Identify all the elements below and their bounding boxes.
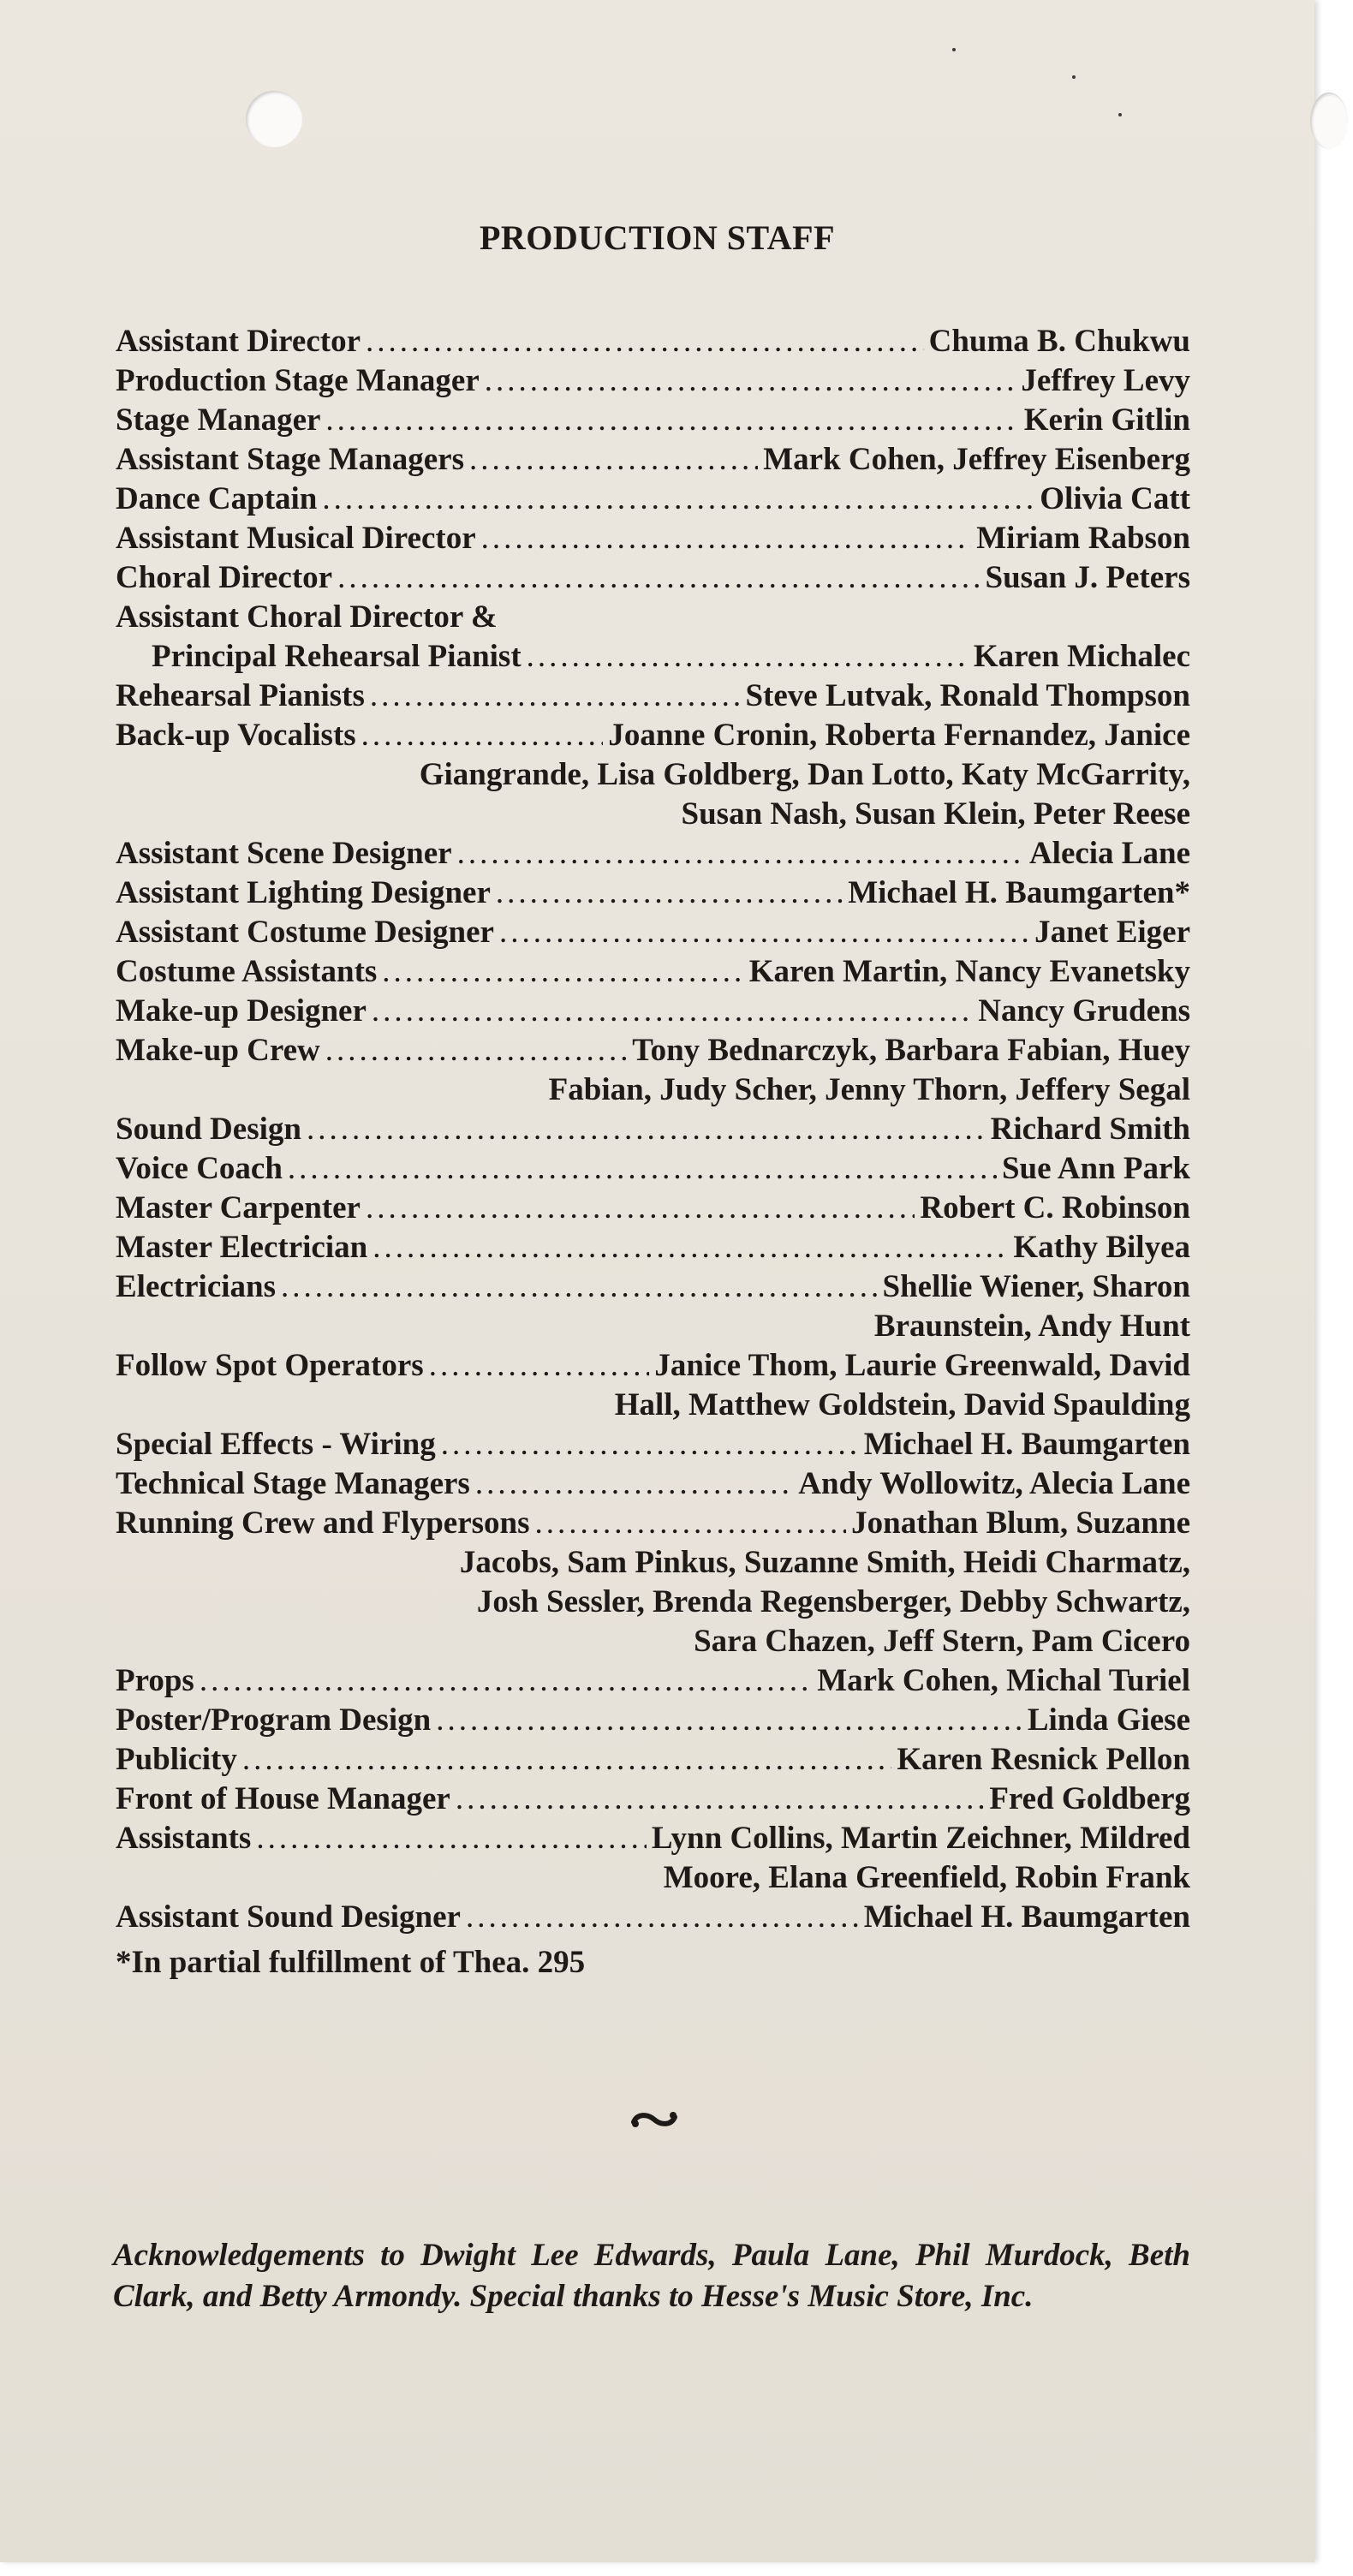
staff-role: Rehearsal Pianists <box>116 678 365 713</box>
staff-row <box>116 322 1190 361</box>
staff-role: Assistant Musical Director <box>116 521 476 556</box>
staff-names: Kerin Gitlin <box>1023 402 1190 438</box>
staff-names: Jeffrey Levy <box>1021 363 1190 398</box>
staff-role: Master Carpenter <box>116 1190 361 1225</box>
staff-row <box>116 1110 1190 1149</box>
dot-leader <box>499 913 1029 952</box>
staff-row <box>116 480 1190 519</box>
staff-role: Assistant Stage Managers <box>116 442 464 477</box>
staff-role: Props <box>116 1663 194 1698</box>
dot-leader <box>325 1031 628 1070</box>
staff-names-continued: Josh Sessler, Brenda Regensberger, Debby Schwartz, <box>476 1584 1190 1619</box>
staff-role: Technical Stage Managers <box>116 1466 470 1501</box>
staff-names-continued: Sara Chazen, Jeff Stern, Pam Cicero <box>694 1624 1190 1659</box>
staff-row <box>116 716 1190 755</box>
staff-names: Chuma B. Chukwu <box>928 324 1190 359</box>
staff-role: Publicity <box>116 1742 237 1777</box>
staff-row <box>116 677 1190 716</box>
staff-role: Running Crew and Flypersons <box>116 1506 530 1541</box>
dot-leader <box>288 1149 997 1189</box>
dot-leader <box>466 1898 859 1937</box>
dot-leader <box>485 361 1016 401</box>
staff-role-line: Assistant Choral Director & <box>116 599 498 635</box>
staff-role: Poster/Program Design <box>116 1702 432 1738</box>
staff-row <box>116 1819 1190 1858</box>
dot-leader <box>475 1464 793 1504</box>
staff-row <box>116 1898 1190 1937</box>
staff-role: Dance Captain <box>116 481 318 516</box>
staff-names: Fred Goldberg <box>989 1781 1190 1816</box>
staff-names: Robert C. Robinson <box>920 1190 1190 1225</box>
staff-row <box>116 401 1190 440</box>
dot-leader <box>481 519 972 558</box>
staff-names: Nancy Grudens <box>978 993 1190 1029</box>
staff-role: Stage Manager <box>116 402 321 438</box>
staff-row <box>116 952 1190 992</box>
staff-role: Choral Director <box>116 560 333 595</box>
dot-leader <box>429 1346 650 1386</box>
staff-row <box>116 1780 1190 1819</box>
staff-row <box>116 913 1190 952</box>
paper-speck <box>1072 75 1076 79</box>
staff-names-continued: Fabian, Judy Scher, Jenny Thorn, Jeffery Segal <box>548 1072 1190 1107</box>
dot-leader <box>337 558 980 598</box>
dot-leader <box>322 480 1034 519</box>
staff-names: Jonathan Blum, Suzanne <box>851 1506 1190 1541</box>
dot-leader <box>535 1504 847 1543</box>
dot-leader <box>456 1780 984 1819</box>
paper-speck <box>1118 113 1122 116</box>
staff-names: Janet Eiger <box>1034 915 1190 950</box>
staff-role: Sound Design <box>116 1112 301 1147</box>
dot-leader <box>366 322 924 361</box>
dot-leader <box>373 1228 1008 1267</box>
staff-names-continued: Braunstein, Andy Hunt <box>873 1309 1190 1344</box>
staff-row <box>116 1228 1190 1267</box>
staff-role: Costume Assistants <box>116 954 378 989</box>
staff-names: Andy Wollowitz, Alecia Lane <box>798 1466 1190 1501</box>
punch-hole-icon <box>1310 92 1348 149</box>
dot-leader <box>366 1189 915 1228</box>
staff-role: Assistant Director <box>116 324 361 359</box>
dot-leader <box>200 1661 812 1701</box>
production-staff-list <box>116 322 1190 1937</box>
staff-role: Assistant Scene Designer <box>116 836 452 871</box>
staff-names: Olivia Catt <box>1040 481 1190 516</box>
staff-row <box>116 440 1190 480</box>
fleuron-ornament-icon <box>629 2107 680 2132</box>
staff-role: Front of House Manager <box>116 1781 450 1816</box>
staff-names: Miriam Rabson <box>976 521 1190 556</box>
staff-names-continued: Susan Nash, Susan Klein, Peter Reese <box>681 796 1190 832</box>
staff-row <box>116 1189 1190 1228</box>
staff-row <box>116 992 1190 1031</box>
staff-names: Michael H. Baumgarten <box>863 1427 1190 1462</box>
acknowledgements: Acknowledgements to Dwight Lee Edwards, Paula Lane, Phil Murdock, Beth Clark, and Betty Armondy. Special thanks to Hesse's Music Store, Inc. <box>113 2238 1190 2314</box>
page-title: PRODUCTION STAFF <box>479 218 836 257</box>
staff-names: Michael H. Baumgarten <box>863 1899 1190 1935</box>
dot-leader <box>256 1819 647 1858</box>
staff-names: Kathy Bilyea <box>1013 1230 1190 1265</box>
staff-names: Alecia Lane <box>1028 836 1190 871</box>
staff-names: Richard Smith <box>990 1112 1190 1147</box>
staff-names: Lynn Collins, Martin Zeichner, Mildred <box>651 1821 1190 1856</box>
staff-role: Make-up Crew <box>116 1033 320 1068</box>
staff-names: Susan J. Peters <box>985 560 1190 595</box>
staff-row <box>116 834 1190 874</box>
staff-row <box>116 874 1190 913</box>
staff-row <box>116 361 1190 401</box>
staff-names-continued: Moore, Elana Greenfield, Robin Frank <box>663 1860 1190 1895</box>
dot-leader <box>527 637 969 677</box>
staff-names: Karen Michalec <box>973 639 1190 674</box>
staff-names: Linda Giese <box>1027 1702 1190 1738</box>
staff-row <box>116 1661 1190 1701</box>
staff-names: Sue Ann Park <box>1001 1151 1190 1186</box>
staff-names: Michael H. Baumgarten* <box>848 875 1190 910</box>
staff-role: Assistant Sound Designer <box>116 1899 461 1935</box>
staff-role: Back-up Vocalists <box>116 718 356 753</box>
staff-role: Assistant Lighting Designer <box>116 875 491 910</box>
staff-role: Electricians <box>116 1269 277 1304</box>
staff-names: Karen Martin, Nancy Evanetsky <box>748 954 1190 989</box>
staff-names-continued: Giangrande, Lisa Goldberg, Dan Lotto, Katy McGarrity, <box>419 757 1190 792</box>
staff-names: Shellie Wiener, Sharon <box>882 1269 1190 1304</box>
staff-names: Steve Lutvak, Ronald Thompson <box>745 678 1190 713</box>
staff-row <box>116 1701 1190 1740</box>
staff-row <box>116 637 1190 677</box>
dot-leader <box>436 1701 1022 1740</box>
staff-row <box>116 1031 1190 1070</box>
punch-hole-icon <box>246 91 302 147</box>
dot-leader <box>281 1267 878 1307</box>
dot-leader <box>496 874 843 913</box>
staff-role: Assistant Costume Designer <box>116 915 494 950</box>
staff-role: Master Electrician <box>116 1230 368 1265</box>
staff-role: Voice Coach <box>116 1151 283 1186</box>
staff-row <box>116 1425 1190 1464</box>
dot-leader <box>457 834 1024 874</box>
staff-role: Follow Spot Operators <box>116 1348 424 1383</box>
dot-leader <box>361 716 604 755</box>
staff-row <box>116 1267 1190 1307</box>
staff-role: Assistants <box>116 1821 252 1856</box>
staff-row <box>116 1504 1190 1543</box>
staff-names: Karen Resnick Pellon <box>897 1742 1190 1777</box>
staff-row <box>116 1464 1190 1504</box>
dot-leader <box>307 1110 986 1149</box>
footnote: *In partial fulfillment of Thea. 295 <box>116 1945 586 1980</box>
staff-names: Tony Bednarczyk, Barbara Fabian, Huey <box>632 1033 1190 1068</box>
dot-leader <box>370 677 741 716</box>
staff-names: Janice Thom, Laurie Greenwald, David <box>654 1348 1190 1383</box>
dot-leader <box>469 440 758 480</box>
staff-names-continued: Jacobs, Sam Pinkus, Suzanne Smith, Heidi Charmatz, <box>459 1545 1190 1580</box>
dot-leader <box>382 952 743 992</box>
staff-names: Mark Cohen, Jeffrey Eisenberg <box>763 442 1190 477</box>
staff-row <box>116 558 1190 598</box>
dot-leader <box>441 1425 859 1464</box>
staff-row <box>116 1149 1190 1189</box>
staff-names-continued: Hall, Matthew Goldstein, David Spaulding <box>614 1387 1190 1422</box>
staff-role: Production Stage Manager <box>116 363 480 398</box>
staff-role: Make-up Designer <box>116 993 367 1029</box>
staff-role: Special Effects - Wiring <box>116 1427 436 1462</box>
staff-names: Mark Cohen, Michal Turiel <box>817 1663 1190 1698</box>
paper-speck <box>952 48 956 51</box>
dot-leader <box>325 401 1018 440</box>
staff-role: Principal Rehearsal Pianist <box>152 639 522 674</box>
staff-row <box>116 519 1190 558</box>
dot-leader <box>372 992 973 1031</box>
staff-row <box>116 1740 1190 1780</box>
staff-row <box>116 1346 1190 1386</box>
staff-names: Joanne Cronin, Roberta Fernandez, Janice <box>608 718 1190 753</box>
dot-leader <box>242 1740 892 1780</box>
